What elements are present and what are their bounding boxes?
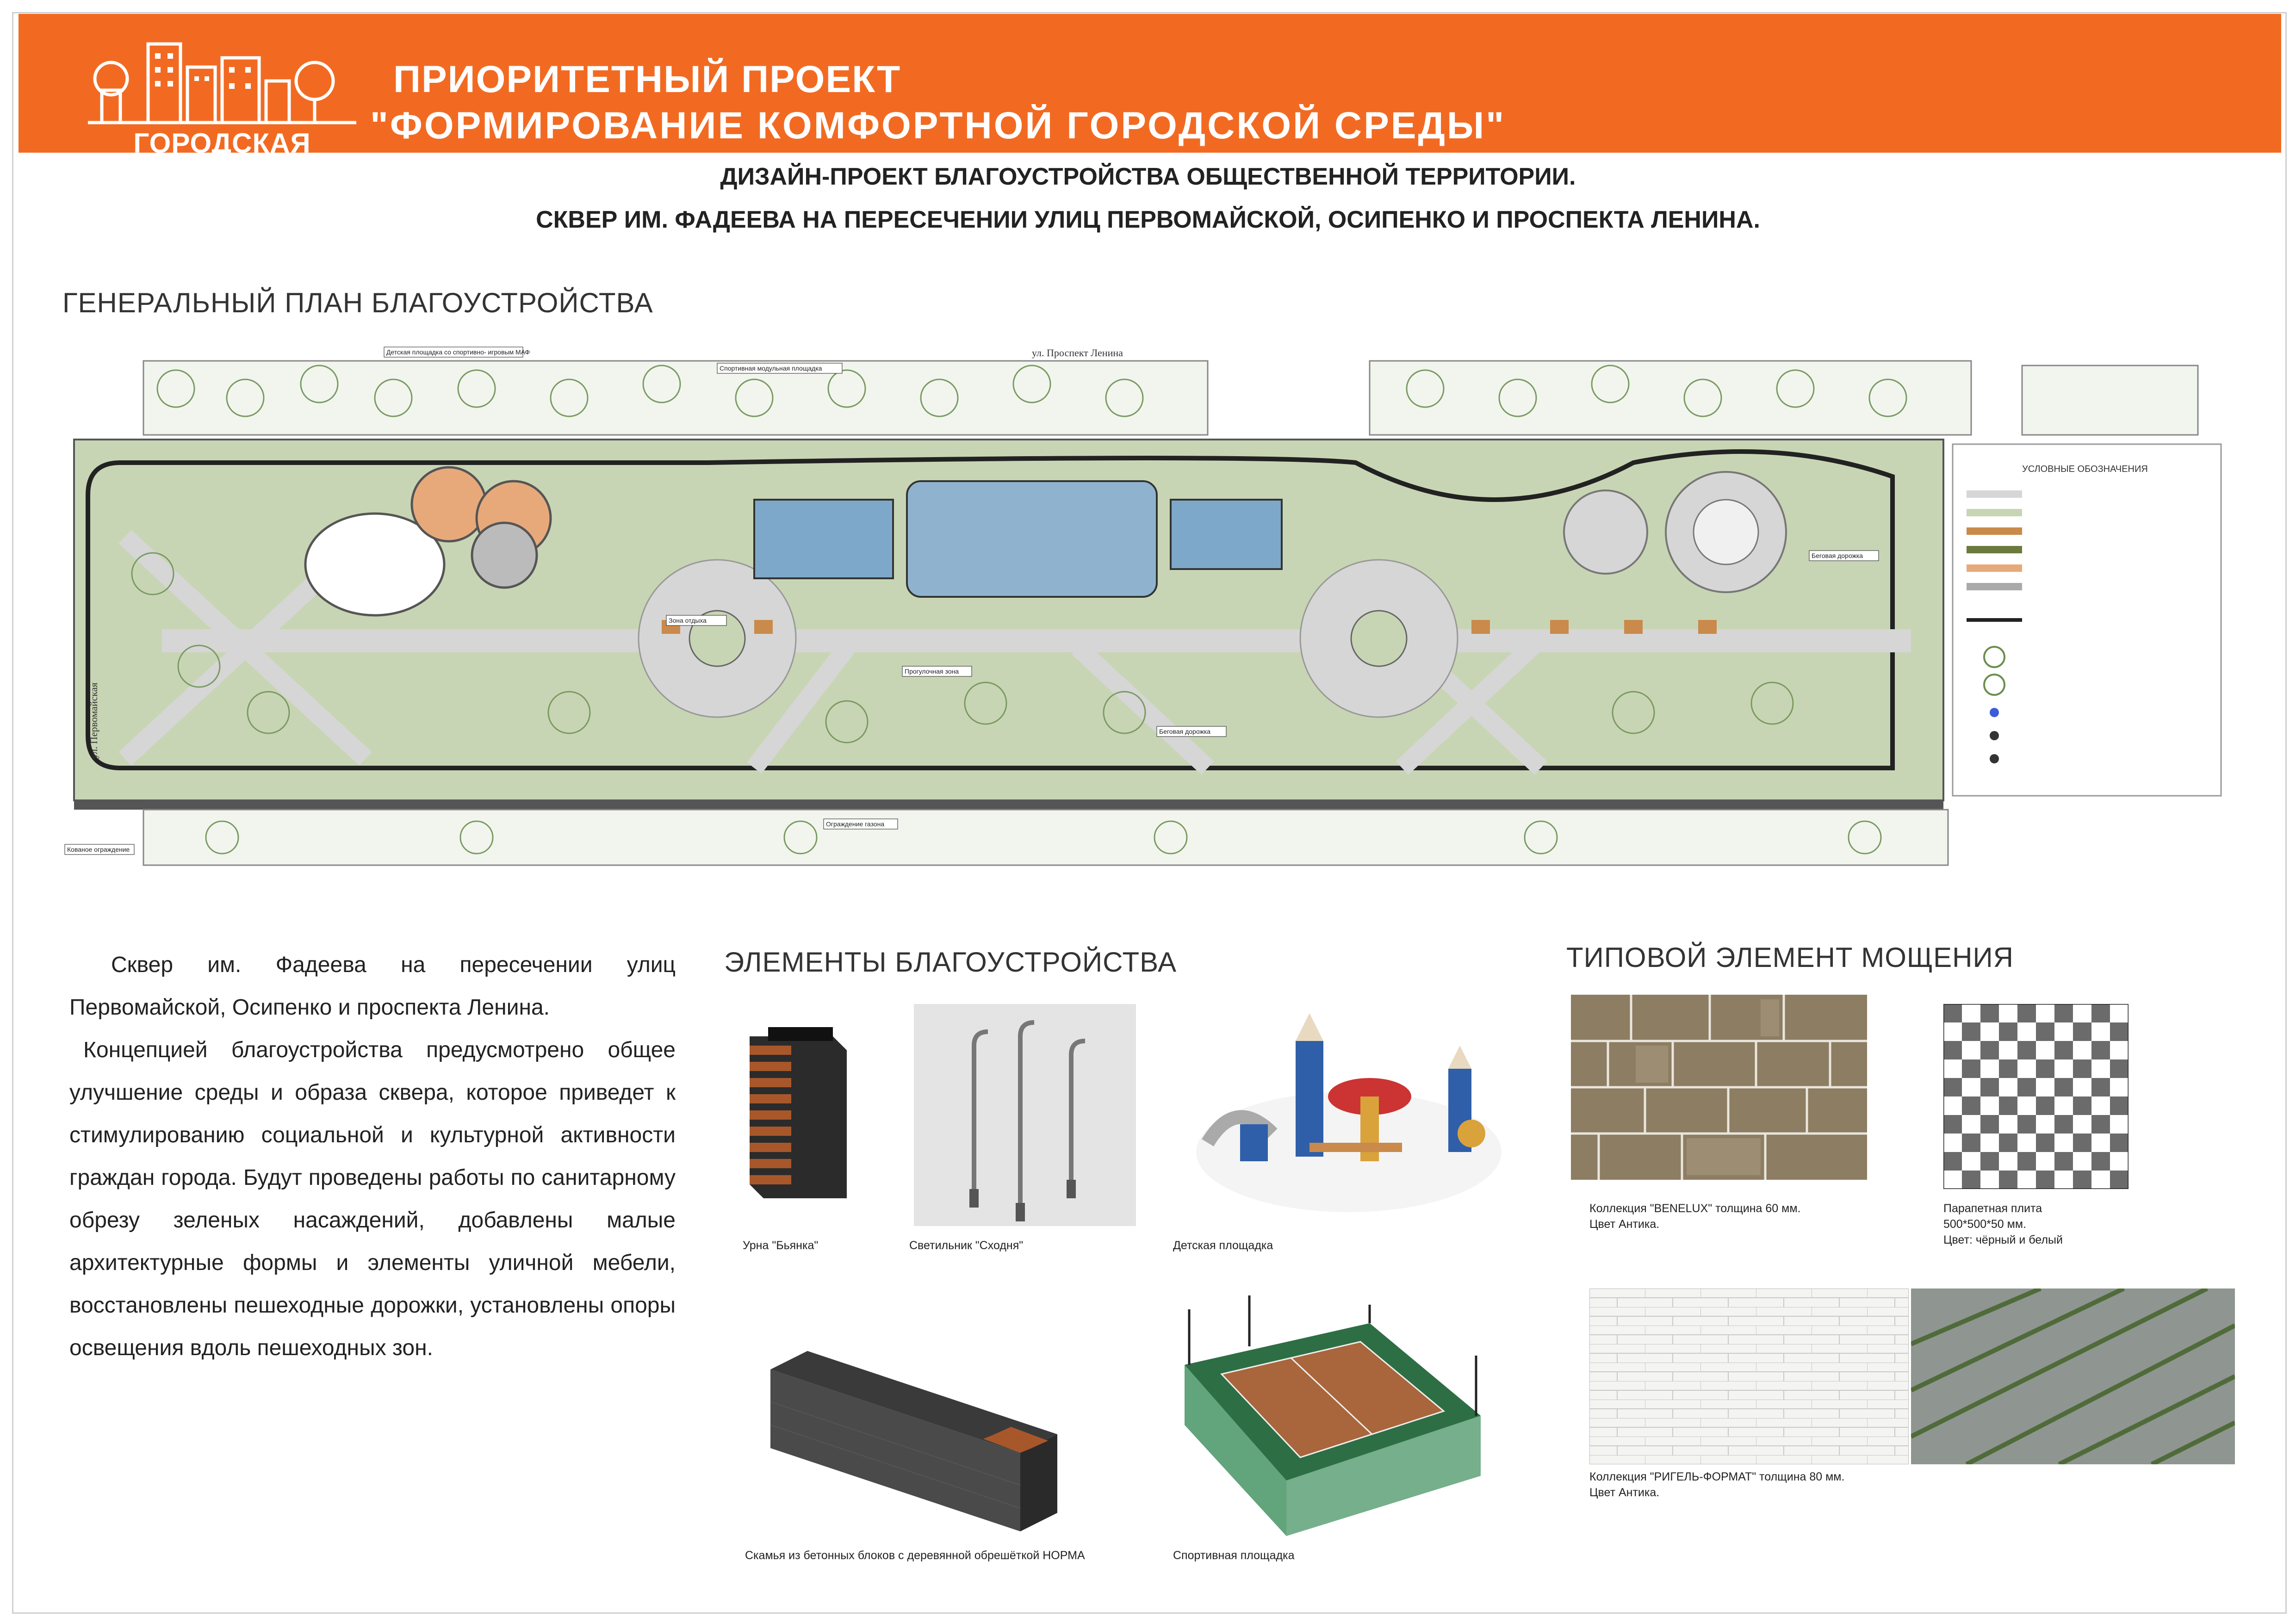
subtitle-line2: СКВЕР ИМ. ФАДЕЕВА НА ПЕРЕСЕЧЕНИИ УЛИЦ ПЕРВОМАЙСКОЙ, ОСИПЕНКО И ПРОСПЕКТА ЛЕНИНА. bbox=[536, 206, 1760, 233]
legend-panel bbox=[1953, 444, 2221, 796]
svg-text:Зона отдыха: Зона отдыха bbox=[669, 617, 707, 624]
street-label-top: ул. Проспект Ленина bbox=[1032, 347, 1123, 359]
benelux-caption-line2: Цвет Антика. bbox=[1589, 1218, 1660, 1231]
street-label-left: ул. Первомайская bbox=[88, 682, 99, 759]
lamp-caption: Светильник "Сходня" bbox=[909, 1239, 1024, 1252]
tree-strip-bottom bbox=[143, 810, 1948, 865]
benelux-caption-line1: Коллекция "BENELUX" толщина 60 мм. bbox=[1589, 1202, 1801, 1215]
urn-caption: Урна "Бьянка" bbox=[743, 1239, 819, 1252]
svg-text:Беговая дорожка: Беговая дорожка bbox=[1812, 552, 1863, 559]
gorodskaya-sreda-logo bbox=[88, 35, 356, 191]
parapet-caption-line2: 500*500*50 мм. bbox=[1943, 1218, 2026, 1231]
legend-title: УСЛОВНЫЕ ОБОЗНАЧЕНИЯ bbox=[2022, 464, 2148, 474]
section-title-elements: ЭЛЕМЕНТЫ БЛАГОУСТРОЙСТВА bbox=[724, 947, 1177, 978]
sports-court-caption: Спортивная площадка bbox=[1173, 1549, 1295, 1562]
benelux-paving-swatch bbox=[1571, 995, 1867, 1180]
parapet-caption-line1: Парапетная плита bbox=[1943, 1202, 2042, 1215]
svg-text:Прогулочная зона: Прогулочная зона bbox=[905, 668, 959, 675]
central-alley bbox=[162, 629, 1911, 652]
city-skyline-icon bbox=[88, 35, 356, 127]
urn-illustration bbox=[740, 1018, 856, 1203]
plaza-right bbox=[1300, 560, 1458, 717]
project-description bbox=[69, 944, 676, 1369]
sports-court-illustration bbox=[1175, 1295, 1490, 1536]
section-title-master-plan: ГЕНЕРАЛЬНЫЙ ПЛАН БЛАГОУСТРОЙСТВА bbox=[62, 287, 653, 318]
svg-text:Спортивная модульная площадка: Спортивная модульная площадка bbox=[720, 365, 822, 372]
benelux-caption bbox=[1589, 1201, 1800, 1232]
playground-caption: Детская площадка bbox=[1173, 1239, 1273, 1252]
svg-text:Кованое ограждение: Кованое ограждение bbox=[67, 846, 130, 853]
description-paragraph-2: Концепцией благоустройства предусмотрено общее улучшение среды и образа сквера, которое приведет к стимулированию социальной и культурной активности граждан города. Будут проведены работы по санитарному обрезу зеленых насаждений, добавлены малые архитектурные формы и элементы уличной мебели, восстановлены пешеходные дорожки, установлены опоры освещения вдоль пешеходных зон. bbox=[69, 1038, 676, 1360]
bench-illustration bbox=[770, 1351, 1057, 1531]
description-paragraph-1: Сквер им. Фадеева на пересечении улиц Первомайской, Осипенко и проспекта Ленина. bbox=[69, 953, 676, 1020]
tree-strip-top bbox=[143, 361, 2198, 435]
lamp-illustration bbox=[914, 1004, 1136, 1226]
rigel-caption-line1: Коллекция "РИГЕЛЬ-ФОРМАТ" толщина 80 мм. bbox=[1589, 1470, 1845, 1483]
banner-title-line2: "ФОРМИРОВАНИЕ КОМФОРТНОЙ ГОРОДСКОЙ СРЕДЫ" bbox=[370, 105, 1506, 147]
rigel-caption-line2: Цвет Антика. bbox=[1589, 1486, 1660, 1499]
svg-text:Ограждение газона: Ограждение газона bbox=[826, 820, 885, 828]
rigel-paving-swatch bbox=[1589, 1288, 1909, 1464]
banner-title-line1: ПРИОРИТЕТНЫЙ ПРОЕКТ bbox=[393, 58, 901, 100]
rigel-caption bbox=[1589, 1469, 1844, 1500]
svg-text:Беговая дорожка: Беговая дорожка bbox=[1159, 728, 1211, 735]
parapet-caption bbox=[1943, 1201, 2063, 1248]
parapet-checkerboard-swatch bbox=[1943, 1004, 2128, 1189]
svg-text:Детская площадка со спортивно-: Детская площадка со спортивно- игровым МАФ bbox=[386, 348, 530, 356]
subtitle-line1: ДИЗАЙН-ПРОЕКТ БЛАГОУСТРОЙСТВА ОБЩЕСТВЕННОЙ ТЕРРИТОРИИ. bbox=[720, 163, 1576, 190]
playground-illustration bbox=[1171, 1013, 1527, 1226]
bench-caption: Скамья из бетонных блоков с деревянной обрешёткой НОРМА bbox=[745, 1549, 1085, 1562]
grass-paving-photo bbox=[1911, 1288, 2235, 1464]
parapet-caption-line3: Цвет: чёрный и белый bbox=[1943, 1233, 2063, 1246]
master-plan-drawing bbox=[60, 342, 2249, 907]
section-title-paving: ТИПОВОЙ ЭЛЕМЕНТ МОЩЕНИЯ bbox=[1566, 942, 2014, 973]
logo-text: ГОРОДСКАЯ СРЕДА bbox=[133, 128, 311, 191]
plaza-left bbox=[639, 560, 796, 717]
bottom-road bbox=[74, 800, 1943, 810]
